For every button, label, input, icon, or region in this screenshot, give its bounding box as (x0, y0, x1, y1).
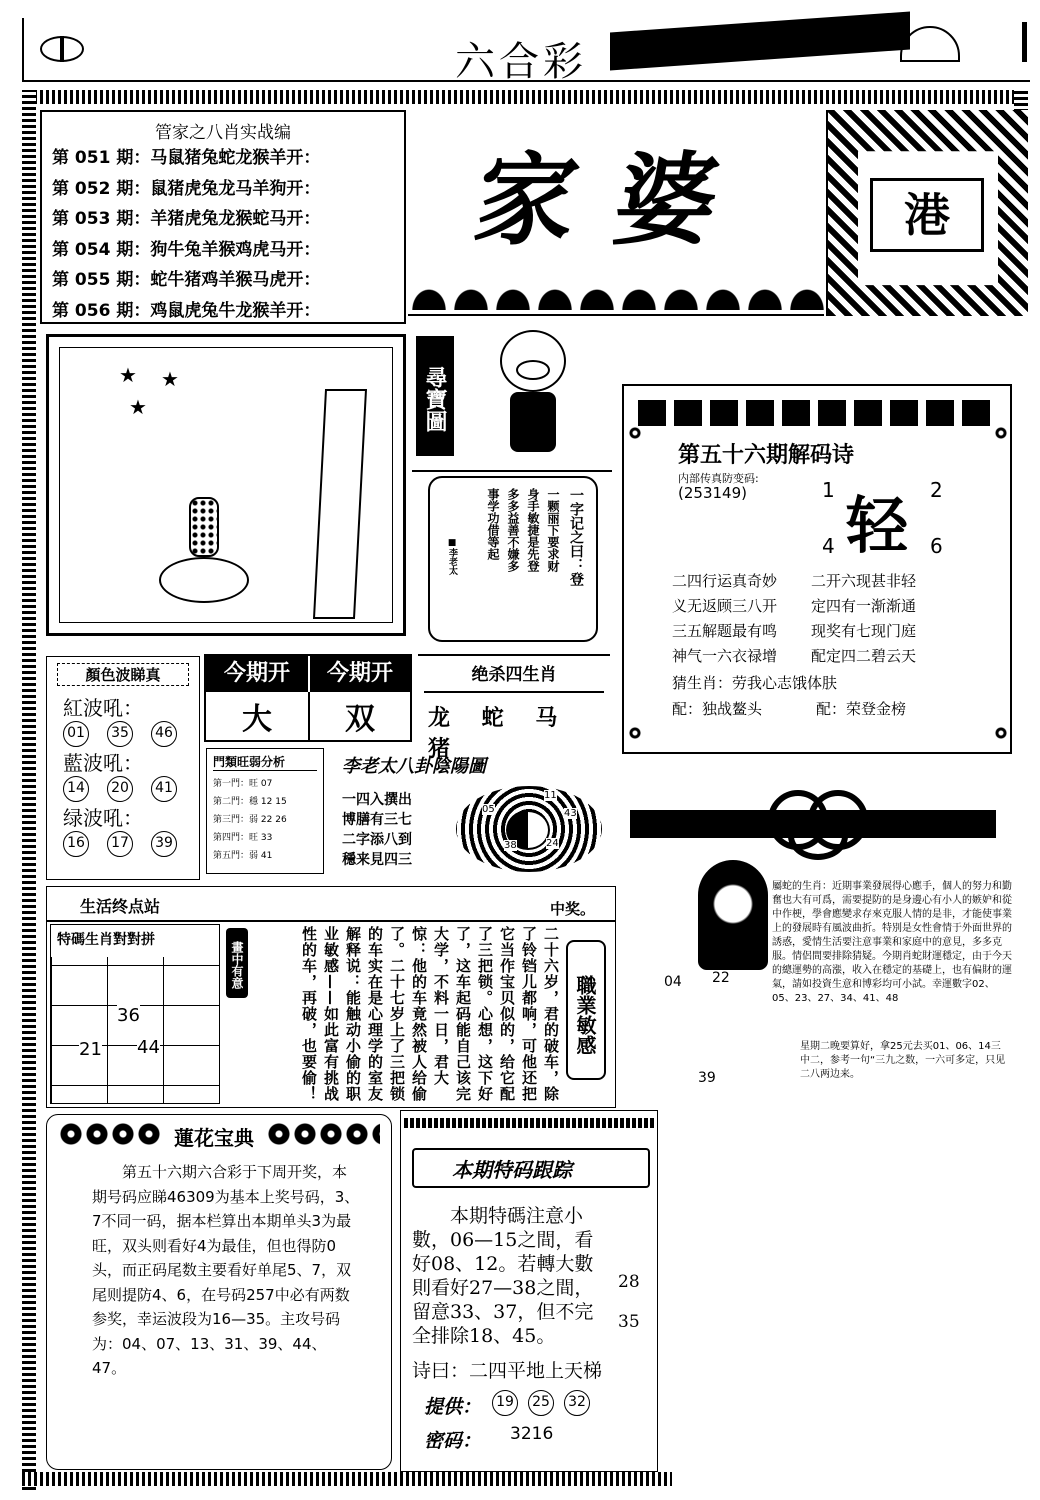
jiema-pei1: 配：独战鳌头 (672, 700, 763, 718)
jiema-sub: 内部传真防变码: (678, 472, 759, 485)
tema-grid (50, 924, 220, 1104)
bagua-num: 38 (504, 840, 517, 851)
badge-text: 港 (870, 178, 984, 252)
star-icon: ★ (129, 395, 147, 419)
banner-seeds (408, 270, 824, 310)
bagua-line: 穩来見四三 (342, 852, 412, 868)
guanjia-row: 第 052 期：鼠猪虎兔龙马羊狗开： (52, 178, 321, 199)
guanjia-row: 第 055 期：蛇牛猪鸡羊猴马虎开： (52, 270, 321, 290)
scroll-col: 一字记之曰：登 (568, 488, 584, 586)
tema-num: 36 (117, 1005, 140, 1026)
jiema-num: 6 (930, 534, 943, 558)
jiema-num: 1 (822, 478, 835, 502)
red-ball: 46 (151, 721, 177, 747)
tema-num: 21 (79, 1039, 102, 1060)
life-hint: 畫中有意 (226, 928, 248, 998)
menlei-row: 第三門：弱 22 26 (213, 815, 287, 825)
red-ball: 01 (63, 721, 89, 747)
tema-title: 特碼生肖對對拼 (51, 925, 219, 957)
jinqi-value: 双 (345, 702, 375, 737)
pig-mascot (470, 330, 600, 460)
life-story: 二十六岁，君的破车，除了铃铛儿都响，可他还把它当作宝贝似的，给它配了三把锁。心想，这下好了，这车起码能自己该完大学，不料一日，君大惊：他的车竟然被人给偷了。二十七岁上了三把锁的车实在是心理学的室友解释说：能触动小偷的职业敏感——如此富有挑战性的车，再破，也要偷！ (300, 926, 560, 1102)
poem-line: 神气一六衣禄增 (672, 647, 778, 665)
flower-icon (628, 426, 642, 440)
jiema-lines (666, 568, 922, 668)
poem-line: 二开六现甚非轻 (811, 572, 917, 590)
scroll-col: 一颗丽下要求财 (546, 488, 560, 572)
menlei-row: 第五門：弱 41 (213, 851, 273, 861)
fortune-text: 屬蛇的生肖：近期事業發展得心應手，個人的努力和勤奮也大有可爲，需要提防的是身邊心有小人的嫉妒和從中作梗，學會應變求存來克服人情的是非，才能使事業上的發展時有風波曲折。特別是女性會情于外面世界的誘惑，愛情生活要注意事業和家庭中的意見，多多克服。情侶間要排除猜疑。今期肖蛇財運穩定，由于今天的總運勢的高漲，收入在穩定的基礎上，也有偏財的運氣，請如投資生意和博彩均可小試。幸運數字02、05、23、27、34、41、48 (772, 881, 1012, 1004)
star-icon: ★ (161, 367, 179, 391)
poem-line: 定四有一渐渐通 (811, 597, 917, 615)
blue-ball: 20 (107, 776, 133, 802)
blue-label: 藍波吼： (63, 751, 143, 775)
frog-body (189, 497, 219, 557)
red-ball: 35 (107, 721, 133, 747)
menlei-title: 門類旺弱分析 (213, 753, 317, 771)
menlei-row: 第二門：穩 12 15 (213, 797, 287, 807)
lianhua-text: 第五十六期六合彩于下周开奖，本期号码应睇46309为基本上奖号码，3、7不同一码，据本栏算出本期单头3为最旺，双头则看好4为最佳，但也得防0头，而正码尾数主要看好单尾5、7，双尾则提防4、6，在号码257中必有两数参奖，幸运波段为16—35。主攻号码为：04、07、13、31、39、44、47。 (92, 1163, 360, 1377)
fortune-text2: 星期二晚要算好，拿25元去买01、06、14三中二，参考一句“三九之数，一六可多定，只见二八两边来。 (800, 1041, 1006, 1080)
chain-border-bottom (22, 1472, 672, 1486)
divider (412, 470, 612, 472)
tracking-n28: 28 (618, 1272, 640, 1292)
life-tag: 職業敏感 (566, 940, 606, 1080)
menlei-row: 第四門：旺 33 (213, 833, 273, 843)
frog-graphic (159, 557, 249, 603)
flower-icon (994, 726, 1008, 740)
scroll-col: 事学功借等起 (486, 488, 500, 560)
juesha-values: 龙 蛇 马 猪 (428, 705, 570, 762)
star-icon: ★ (119, 363, 137, 387)
life-tail: 中奖。 (550, 900, 596, 918)
jinqi-header: 今期开 (206, 656, 308, 692)
poem-line: 三五解题最有鸣 (672, 622, 778, 640)
chain-border-top (22, 90, 1028, 104)
menlei-row: 第一門：旺 07 (213, 779, 273, 789)
fortune-num: 22 (712, 970, 730, 986)
green-ball: 16 (63, 831, 89, 857)
poem-line: 二四行运真奇妙 (672, 572, 778, 590)
scroll-panel (428, 476, 598, 642)
provide-ball: 32 (564, 1390, 590, 1416)
bagua-num: 11 (544, 790, 557, 801)
jiema-pei2: 配：荣登金榜 (816, 700, 907, 718)
treasure-map (46, 334, 406, 636)
fortune-num: 39 (698, 1070, 716, 1086)
poem-line: 配定四二碧云天 (811, 647, 917, 665)
bagua-num: 24 (546, 838, 559, 849)
provide-ball: 25 (528, 1390, 554, 1416)
ring-icon (788, 812, 848, 860)
green-label: 绿波吼： (63, 806, 143, 830)
portrait-image (698, 860, 768, 970)
poem-line: 义无返顾三八开 (672, 597, 778, 615)
bagua-line: 一四入撰出 (342, 792, 412, 808)
jinqi-value: 大 (242, 702, 272, 737)
scroll-signature: ■李老太 (447, 538, 457, 575)
jiema-num: 4 (822, 534, 835, 558)
provide-ball: 19 (492, 1390, 518, 1416)
guanjia-panel (40, 110, 406, 324)
scroll-col: 身手敏捷是先登 (526, 488, 540, 572)
tracking-topline (404, 1118, 654, 1128)
life-rule (46, 920, 616, 922)
page-title: 六合彩 (455, 39, 587, 85)
tracking-poem: 诗曰：二四平地上天梯 (412, 1360, 603, 1382)
scroll-col: 多多益善不嫌多 (506, 488, 520, 572)
guanjia-row: 第 053 期：羊猪虎兔龙猴蛇马开： (52, 209, 321, 229)
lianhua-title: 蓮花宝典 (160, 1120, 268, 1153)
jiema-code: (253149) (678, 484, 747, 502)
jiema-header-bar (638, 400, 998, 426)
bagua-line: 二字添八到 (342, 832, 412, 848)
bagua-num: 05 (482, 804, 495, 815)
blue-ball: 14 (63, 776, 89, 802)
blue-ball: 41 (151, 776, 177, 802)
flower-icon (994, 426, 1008, 440)
guanjia-row: 第 056 期：鸡鼠虎兔牛龙猴羊开： (52, 300, 321, 321)
jinqi-header: 今期开 (310, 656, 410, 692)
header-end-bar (1022, 22, 1027, 62)
bagua-panel (332, 752, 616, 876)
fortune-num: 04 (664, 974, 682, 990)
green-ball: 39 (151, 831, 177, 857)
menlei-panel (206, 748, 324, 874)
jiema-panel (622, 384, 1012, 754)
banner-panel (408, 110, 824, 316)
badge-panel (826, 110, 1026, 316)
colorwave-title: 顏色波睇真 (57, 663, 189, 686)
flower-icon (628, 726, 642, 740)
juesha-title: 绝杀四生肖 (471, 665, 557, 685)
tracking-code-label: 密码： (424, 1430, 482, 1452)
xunbao-label: 尋寶圖 (416, 336, 454, 456)
tracking-code: 3216 (510, 1424, 554, 1444)
chain-border-left (22, 90, 36, 1490)
jiema-num: 2 (930, 478, 943, 502)
bagua-line: 博膳有三七 (342, 812, 412, 828)
guanjia-title: 管家之八肖实战编 (155, 123, 291, 143)
juesha-panel (418, 654, 610, 762)
bagua-num: 43 (564, 808, 577, 819)
tema-num: 44 (137, 1037, 160, 1058)
jiema-guess: 猜生肖：劳我心志饿体肤 (672, 674, 838, 692)
green-ball: 17 (107, 831, 133, 857)
tracking-text: 本期特碼注意小數，06—15之間，看好08、12。若轉大數則看好27—38之間，留意33、37，但不完全排除18、45。 (412, 1205, 594, 1347)
life-title: 生活终点站 (80, 897, 161, 916)
jiema-title: 第五十六期解码诗 (678, 443, 855, 468)
red-label: 紅波吼： (63, 696, 143, 720)
jinqi-panel (204, 654, 412, 742)
jiema-big-char: 轻 (846, 489, 909, 562)
poem-line: 现奖有七现门庭 (811, 622, 917, 640)
tracking-title: 本期特码跟踪 (452, 1158, 572, 1182)
logo-icon (40, 36, 84, 62)
tracking-n35: 35 (618, 1312, 640, 1332)
tracking-provide-label: 提供： (424, 1396, 482, 1418)
guanjia-row: 第 051 期：马鼠猪兔蛇龙猴羊开： (52, 148, 321, 168)
bagua-title: 李老太八卦陰陽圖 (342, 756, 486, 777)
rings-banner (630, 790, 996, 860)
banner-title: 家婆 (466, 141, 767, 259)
colorwave-panel (46, 656, 200, 880)
guanjia-row: 第 054 期：狗牛兔羊猴鸡虎马开： (52, 239, 321, 260)
